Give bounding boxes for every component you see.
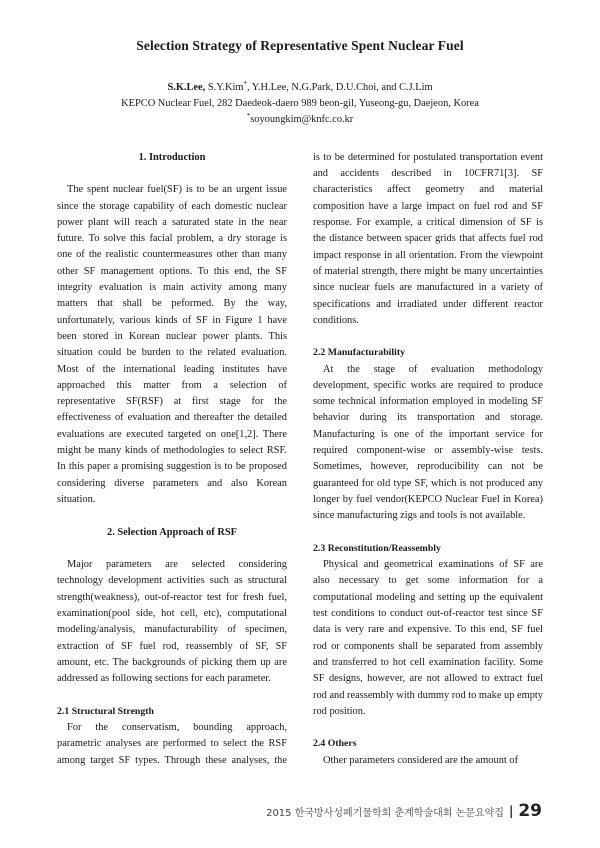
approach-paragraph: Major parameters are selected considering technology development activities such as structural strength(weakness), out-of-reactor test for fresh fuel, examination(pool side, hot cell, etc), computational modeling/analysis, manufacturability of specimen, extraction of SF fuel rod, reassembly of SF, SF amount, etc. The backgrounds of picking them up are addressed as following sections for each parameter. bbox=[57, 559, 287, 685]
corresponding-email bbox=[0, 114, 600, 125]
reconstitution-paragraph: Physical and geometrical examinations of SF are also necessary to get some information for a computational modeling and setting up the equivalent test conditions to conduct out-of-reactor test since SF data is very rare and expensive. To this end, SF fuel rod or components shall be separated from assembly and transferred to hot cell examination facility. Some SF designs, however, are not allowed to extract fuel rod and reassembly with dummy rod to make up empty rod position. bbox=[313, 559, 543, 717]
others-paragraph: Other parameters considered are the amount of bbox=[323, 754, 519, 766]
heading-manufacturability: 2.2 Manufacturability bbox=[313, 347, 405, 359]
left-column bbox=[57, 150, 287, 769]
lead-author: S.K.Lee, bbox=[167, 82, 206, 93]
footer-separator: | bbox=[508, 804, 514, 818]
page-footer bbox=[266, 800, 542, 822]
heading-introduction: 1. Introduction bbox=[138, 152, 206, 163]
manufacturability-paragraph: At the stage of evaluation methodology development, specific works are required to produce some technical information employed in modeling SF behavior during its transportation and storage. Manufacturing is one of the important service for required component-wise or assembly-wise tests. Sometimes, however, reproducibility can not be guaranteed for old type SF, which is not produced any longer by fuel vendor(KEPCO Nuclear Fuel in Korea) since manufacturing zigs and tools is not available. bbox=[313, 363, 543, 522]
email-mark: * bbox=[246, 112, 251, 120]
author-list bbox=[0, 81, 600, 95]
co-authors: , Y.H.Lee, N.G.Park, D.U.Choi, and C.J.Lim bbox=[246, 82, 433, 93]
email-address: soyoungkim@knfc.co.kr bbox=[250, 114, 354, 125]
corresponding-mark: * bbox=[243, 80, 247, 88]
intro-paragraph: The spent nuclear fuel(SF) is to be an urgent issue since the storage capability of each domestic nuclear power plant will reach a saturated state in the near future. To solve this facial problem, a dry storage is one of the realistic countermeasures other than many other SF management options. To this end, the SF integrity evaluation is main activity among many matters that shall be peformed. By the way, unfortunately, various kinds of SF in Figure 1 have been stored in Korean nuclear power plants. This situation could be burden to the related evaluation. Most of the international leading institutes have approached this matter from a selection of representative SF(RSF) at first stage for the effectiveness of evaluation and thereafter the detailed evaluations are executed targeted on one[1,2]. There might be many kinds of methodologies to select RSF. In this paper a promising suggestion is to be proposed considering diverse parameters and also Korean situation. bbox=[57, 184, 287, 505]
heading-reconstitution: 2.3 Reconstitution/Reassembly bbox=[313, 542, 441, 554]
structural-paragraph-continued: is to be determined for postulated transportation event and accidents described in 10CFR71[3]. SF characteristics affect geometry and material composition have a large impact on fuel rod and SF response. For example, a critical dimension of SF is the distance between spacer grids that affects fuel rod impact response in all orientation. From the viewpoint of material strength, there might be many uncertainties since nuclear fuels are manufactured in a variety of specifications and irradiated under different reactor conditions. bbox=[313, 151, 543, 326]
corresponding-author: S.Y.Kim bbox=[207, 82, 244, 93]
paper-title: Selection Strategy of Representative Spent Nuclear Fuel bbox=[136, 38, 464, 53]
right-column bbox=[313, 150, 543, 769]
structural-paragraph: For the conservatism, bounding approach, parametric analyses are performed to select the RSF among target SF types. Through these analyses, the bbox=[57, 722, 287, 766]
heading-others: 2.4 Others bbox=[313, 738, 357, 750]
heading-selection-approach: 2. Selection Approach of RSF bbox=[107, 526, 237, 538]
affiliation: KEPCO Nuclear Fuel, 282 Daedeok-daero 989 beon-gil, Yuseong-gu, Daejeon, Korea bbox=[121, 98, 479, 109]
page-number: 29 bbox=[518, 801, 542, 821]
proceedings-name: 2015 한국방사성폐기물학회 춘계학술대회 논문요약집 bbox=[266, 807, 504, 819]
heading-structural-strength: 2.1 Structural Strength bbox=[57, 705, 154, 717]
